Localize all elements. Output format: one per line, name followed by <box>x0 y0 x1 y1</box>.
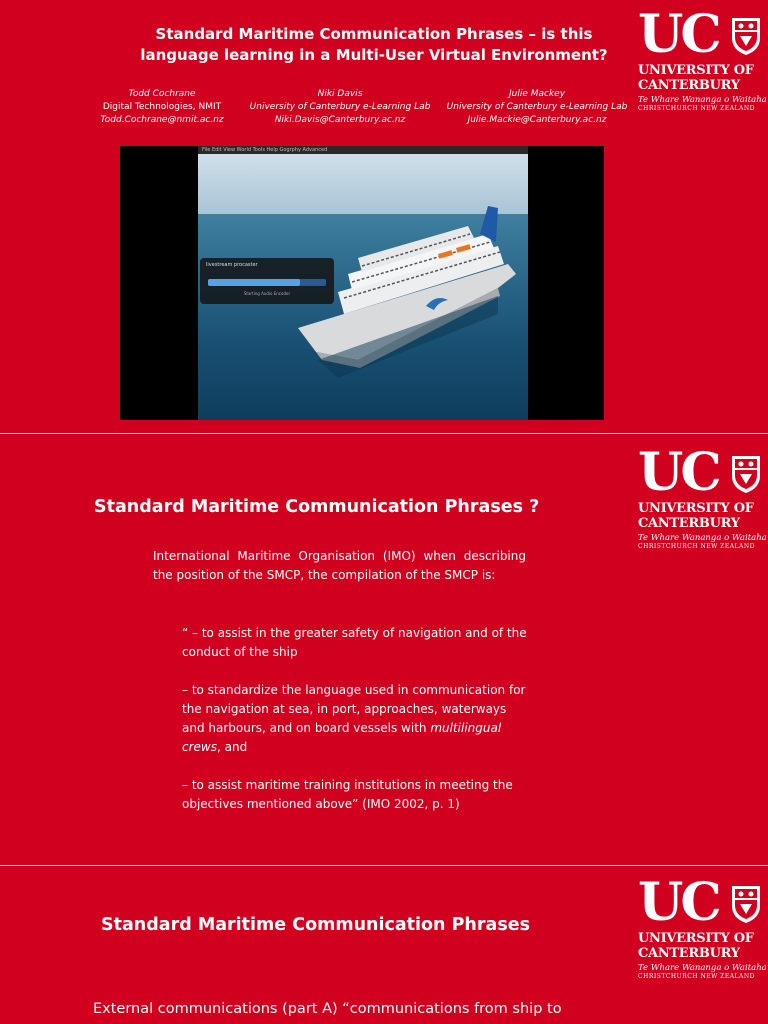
streaming-player-overlay[interactable] <box>200 258 334 304</box>
quote-list <box>182 624 527 833</box>
author-email: Todd.Cochrane@nmit.ac.nz <box>100 115 224 125</box>
uc-letters: UC <box>638 442 719 503</box>
player-brand: livestream procaster <box>206 262 258 268</box>
author-affiliation: University of Canterbury e-Learning Lab <box>446 102 628 112</box>
slide-2 <box>0 434 768 865</box>
author-2 <box>240 88 440 127</box>
author-email: Julie.Mackie@Canterbury.ac.nz <box>467 115 607 125</box>
crest-icon <box>730 454 762 494</box>
author-email: Niki.Davis@Canterbury.ac.nz <box>274 115 406 125</box>
uc-logo: UC UNIVERSITY OF CANTERBURY Te Whare Wananga o Waitaha CHRISTCHURCH NEW ZEALAND <box>638 872 767 980</box>
crest-icon <box>730 884 762 924</box>
author-affiliation: University of Canterbury e-Learning Lab <box>249 102 431 112</box>
slide-2-title: Standard Maritime Communication Phrases ? <box>94 497 540 517</box>
author-name: Niki Davis <box>317 89 363 99</box>
list-item: – to assist maritime training institutions in meeting the objectives mentioned above” (IMO 2002, p. 1) <box>182 778 513 811</box>
uc-letters: UC <box>638 872 719 933</box>
author-affiliation: Digital Technologies, NMIT <box>102 102 222 112</box>
viewer-menu-bar: File Edit View World Tools Help Gogrphy Advanced <box>198 146 528 154</box>
video-screenshot[interactable] <box>120 146 604 420</box>
slide-1 <box>0 0 768 433</box>
player-status: Starting Audio Encoder <box>243 291 291 296</box>
slide-1-title: Standard Maritime Communication Phrases – is this language learning in a Multi-User Virtual Environment? <box>140 25 608 64</box>
author-1 <box>92 88 232 127</box>
uc-logo: UC UNIVERSITY OF CANTERBURY Te Whare Wananga o Waitaha CHRISTCHURCH NEW ZEALAND <box>638 4 767 112</box>
author-name: Julie Mackey <box>508 89 566 99</box>
author-3 <box>442 88 632 127</box>
slide-3-body: External communications (part A) “communications from ship to <box>93 1001 562 1017</box>
list-item: – to standardize the language used in communication for the navigation at sea, in port, approaches, waterways and harbours, and on board vessels with multilingual crews, and <box>182 683 526 754</box>
slide-3 <box>0 866 768 1024</box>
author-name: Todd Cochrane <box>128 89 196 99</box>
uc-logo: UC UNIVERSITY OF CANTERBURY Te Whare Wananga o Waitaha CHRISTCHURCH NEW ZEALAND <box>638 442 767 550</box>
slide-2-intro: International Maritime Organisation (IMO) when describing the position of the SMCP, the compilation of the SMCP is: <box>153 549 526 582</box>
slide-3-title: Standard Maritime Communication Phrases <box>101 915 531 935</box>
uc-letters: UC <box>638 4 719 65</box>
list-item: “ – to assist in the greater safety of navigation and of the conduct of the ship <box>182 626 527 659</box>
progress-bar <box>208 279 326 286</box>
crest-icon <box>730 16 762 56</box>
